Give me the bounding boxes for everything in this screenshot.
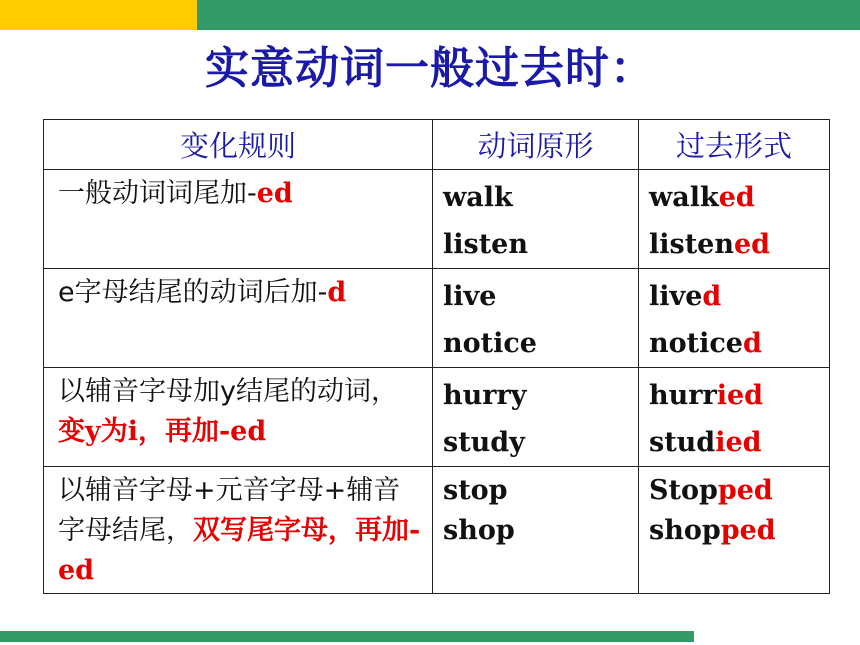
rule-text-highlight: ed — [256, 178, 293, 209]
past-suffix: ed — [718, 182, 755, 213]
past-verb — [649, 511, 819, 551]
table-row — [44, 368, 830, 467]
past-stem: listen — [649, 229, 734, 260]
rule-cell — [44, 368, 433, 467]
past-suffix: d — [743, 328, 762, 359]
past-form-cell — [639, 269, 830, 368]
rule-text: 以辅音字母+元音字母+辅音字母结尾， — [58, 475, 401, 546]
past-suffix: d — [702, 281, 722, 312]
past-form-cell — [639, 170, 830, 269]
past-suffix: ied — [716, 380, 764, 411]
base-verb: notice — [443, 328, 537, 359]
page-title: 实意动词一般过去时： — [205, 43, 655, 94]
base-verb: hurry — [443, 380, 527, 411]
base-form-cell — [433, 368, 639, 467]
past-stem: shop — [649, 515, 721, 546]
base-verb: walk — [443, 182, 513, 213]
base-form-cell — [433, 467, 639, 594]
bottom-green-bar — [0, 631, 694, 642]
table-row — [44, 467, 830, 594]
rule-cell — [44, 467, 433, 594]
past-verb — [649, 174, 819, 221]
past-stem: walk — [649, 182, 719, 213]
past-verb — [649, 273, 819, 320]
past-verb — [649, 419, 819, 466]
base-verb: study — [443, 427, 525, 458]
past-verb — [649, 471, 819, 511]
rule-text: 以辅音字母加y结尾的动词， — [58, 376, 398, 407]
base-verb: stop — [443, 475, 508, 506]
past-stem: Stop — [649, 475, 718, 506]
header-base-form: 动词原形 — [433, 120, 639, 170]
header-past-form: 过去形式 — [639, 120, 830, 170]
past-suffix: ped — [717, 475, 773, 506]
table-row — [44, 269, 830, 368]
yellow-accent-bar — [0, 0, 197, 30]
base-form-cell — [433, 269, 639, 368]
rule-text: e字母结尾的动词后加- — [58, 277, 328, 308]
rule-cell — [44, 269, 433, 368]
top-green-bar — [197, 0, 860, 30]
verb-rules-table — [43, 119, 830, 594]
rule-text-highlight: 变y为i，再加-ed — [58, 416, 267, 447]
rule-text: 一般动词词尾加- — [58, 178, 257, 209]
base-verb: listen — [443, 229, 528, 260]
table-row — [44, 170, 830, 269]
past-stem: notice — [649, 328, 743, 359]
past-suffix: ed — [734, 229, 771, 260]
past-verb — [649, 320, 819, 367]
rule-text-highlight: d — [327, 277, 347, 308]
base-verb: shop — [443, 515, 515, 546]
past-verb — [649, 372, 819, 419]
past-form-cell — [639, 368, 830, 467]
past-stem: live — [649, 281, 703, 312]
past-suffix: ped — [720, 515, 776, 546]
rule-cell — [44, 170, 433, 269]
past-verb — [649, 221, 819, 268]
header-rule: 变化规则 — [44, 120, 433, 170]
rule-text-highlight: 双写尾字母，再加-ed — [58, 515, 421, 586]
past-stem: hurr — [649, 380, 717, 411]
base-form-cell — [433, 170, 639, 269]
table-header-row — [44, 120, 830, 170]
past-suffix: ied — [715, 427, 762, 458]
past-form-cell — [639, 467, 830, 594]
past-stem: stud — [649, 427, 716, 458]
base-verb: live — [443, 281, 497, 312]
